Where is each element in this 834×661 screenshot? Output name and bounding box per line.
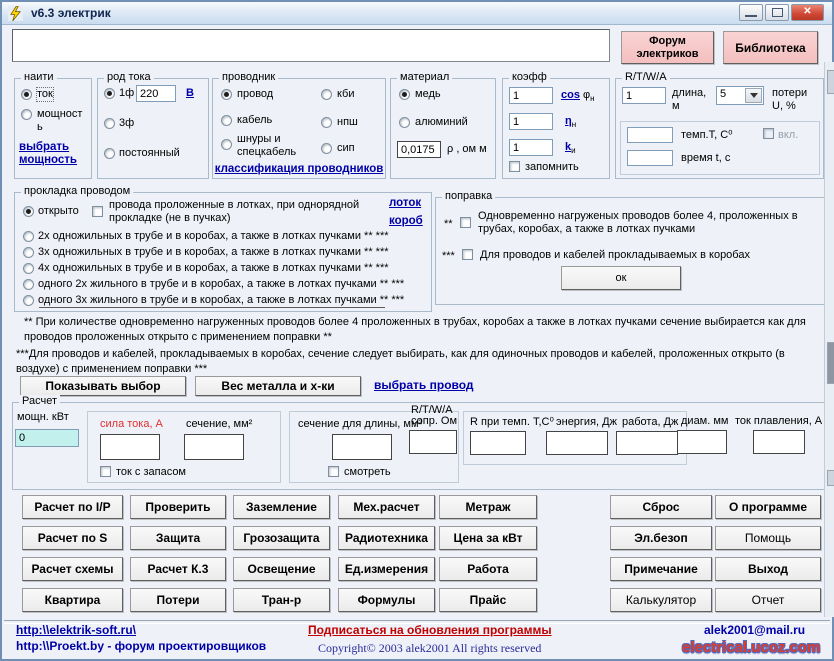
work-button[interactable]: Работа (439, 557, 537, 581)
work-label: работа, Дж (622, 416, 679, 428)
radio-cable-label[interactable]: кабель (237, 114, 273, 126)
work-input[interactable] (616, 431, 678, 455)
r-temp-label: R при темп. Т,С⁰ (470, 416, 554, 428)
exit-button[interactable]: Выход (715, 557, 821, 581)
close-button[interactable] (791, 4, 824, 21)
calc-ip-button[interactable]: Расчет по I/P (22, 495, 123, 519)
marker-3stars: *** (442, 250, 455, 262)
title-bar (2, 2, 832, 25)
show-choice-button[interactable]: Показывать выбор (20, 376, 186, 396)
reserve-checkbox[interactable] (100, 466, 111, 477)
melting-label: ток плавления, А (735, 415, 823, 427)
radio-laying-4[interactable] (23, 295, 34, 306)
coeff-group (502, 71, 610, 179)
losses-button[interactable]: Потери (130, 588, 226, 612)
grounding-button[interactable]: Заземление (233, 495, 330, 519)
calc-rtwa-box (463, 411, 687, 465)
radio-laying-4-label[interactable]: одного 3х жильного в трубе и в коробах, а также в лотках пучками ** *** (38, 294, 405, 306)
reserve-label[interactable]: ток с запасом (116, 466, 186, 478)
cos-phi-link[interactable]: cos (561, 89, 580, 101)
current-result-input[interactable] (100, 434, 160, 460)
price-list-button[interactable]: Прайс (439, 588, 537, 612)
maximize-icon (772, 8, 783, 17)
footnote-3stars: ***Для проводов и кабелей, прокладываемых в коробах, сечение следует выбирать, как для одиночных проводов и кабелей, проложенных открыто (в воздухе) с применением поправки *** (16, 348, 785, 375)
eta-sub: н (571, 120, 577, 129)
choose-power-link[interactable]: выбрать мощность (19, 141, 77, 166)
tray-checkbox-label[interactable]: провода проложенные в лотках, при однорядной прокладке (не в пучках) (109, 199, 360, 224)
find-group-title: наити (21, 71, 57, 83)
radio-cable[interactable] (221, 115, 232, 126)
electrical-safety-button[interactable]: Эл.безоп (610, 526, 712, 550)
radio-power-label[interactable]: мощность (37, 108, 83, 133)
power-label: мощн. кВт (17, 411, 69, 423)
check-button[interactable]: Проверить (130, 495, 226, 519)
watch-label[interactable]: смотреть (344, 466, 391, 478)
section-label: сечение, мм² (186, 418, 253, 430)
transformer-button[interactable]: Тран-р (233, 588, 330, 612)
apartment-button[interactable]: Квартира (22, 588, 123, 612)
correction-checkbox-2[interactable] (462, 249, 473, 260)
formulas-button[interactable]: Формулы (338, 588, 435, 612)
radio-sip-label[interactable]: сип (337, 142, 355, 154)
window-title: v6.3 электрик (31, 6, 111, 20)
current-result-label: сила тока, А (100, 418, 163, 430)
losses-select[interactable] (716, 86, 764, 105)
k-usage-input[interactable] (509, 139, 553, 156)
temperature-label: темп.Т, С⁰ (681, 129, 733, 141)
time-input[interactable] (627, 150, 673, 166)
radio-current-label[interactable]: ток (37, 88, 53, 100)
melting-input[interactable] (753, 430, 805, 454)
metering-button[interactable]: Метраж (439, 495, 537, 519)
eta-input[interactable] (509, 113, 553, 130)
lighting-button[interactable]: Освещение (233, 557, 330, 581)
site-link-2[interactable]: http:\\Proekt.by - форум проектировщиков (16, 639, 267, 653)
radio-current[interactable] (21, 89, 32, 100)
enable-label: вкл. (778, 129, 799, 141)
losses-select-value: 5 (720, 88, 727, 100)
calc-title: Расчет (19, 395, 60, 407)
voltage-unit-link[interactable]: В (186, 87, 194, 99)
time-label: время t, с (681, 152, 731, 164)
mech-calc-button[interactable]: Мех.расчет (338, 495, 435, 519)
scheme-calc-button[interactable]: Расчет схемы (22, 557, 123, 581)
radio-dc-label[interactable]: постоянный (119, 147, 180, 159)
eta-link[interactable]: η (565, 115, 572, 127)
radio-dc[interactable] (104, 148, 115, 159)
radio-npsh-label[interactable]: нпш (337, 116, 358, 128)
radio-3phase-label[interactable]: 3ф (119, 117, 135, 129)
close-icon: ✕ (803, 6, 812, 17)
temperature-input[interactable] (627, 127, 673, 143)
energy-input[interactable] (546, 431, 608, 455)
radio-1phase[interactable] (104, 88, 115, 99)
main-display-field[interactable] (12, 29, 610, 62)
kwh-price-button[interactable]: Цена за кВт (439, 526, 537, 550)
radio-open-laying[interactable] (23, 206, 34, 217)
short-circuit-button[interactable]: Расчет К.3 (130, 557, 226, 581)
cos-phi-sub: н (590, 94, 595, 103)
r-temp-input[interactable] (470, 431, 526, 455)
site-link-1[interactable]: http:\\elektrik-soft.ru\ (16, 623, 137, 637)
classification-link[interactable]: классификация проводников (214, 163, 384, 175)
diameter-label: диам. мм (681, 415, 729, 427)
cos-phi-mid: φ (579, 89, 591, 101)
radio-laying-1-label[interactable]: 3х одножильных в трубе и в коробах, а также в лотках пучками ** *** (38, 246, 389, 258)
choose-wire-link[interactable]: выбрать провод (374, 378, 474, 392)
conductor-title: проводник (219, 71, 278, 83)
length-input[interactable] (622, 87, 666, 104)
diameter-input[interactable] (677, 430, 727, 454)
correction-group (435, 190, 827, 305)
current-type-group (97, 71, 209, 179)
radio-laying-3-label[interactable]: одного 2х жильного в трубе и в коробах, а также в лотках пучками ** *** (38, 278, 405, 290)
radio-3phase[interactable] (104, 118, 115, 129)
calc-group (12, 395, 826, 490)
conductor-group (212, 71, 386, 179)
length-label: длина, м (672, 87, 707, 112)
forum-button[interactable]: Форум электриков (621, 31, 714, 64)
current-section-box (87, 411, 281, 483)
radio-copper-label[interactable]: медь (415, 88, 441, 100)
copyright-text: Copyright© 2003 alek2001 All rights reserved (318, 641, 542, 655)
section-length-input[interactable] (332, 434, 392, 460)
correction-checkbox-1[interactable] (460, 217, 471, 228)
radio-npsh[interactable] (321, 117, 332, 128)
clipped-right-content (824, 62, 834, 617)
units-button[interactable]: Ед.измерения (338, 557, 435, 581)
marker-2stars: ** (444, 218, 453, 230)
calculator-button[interactable]: Калькулятор (610, 588, 712, 612)
correction-title: поправка (442, 190, 495, 202)
radio-kbi[interactable] (321, 89, 332, 100)
watch-checkbox[interactable] (328, 466, 339, 477)
radio-laying-0[interactable] (23, 231, 34, 242)
radio-laying-1[interactable] (23, 247, 34, 258)
remember-label[interactable]: запомнить (525, 161, 579, 173)
radio-wire-label[interactable]: провод (237, 88, 274, 100)
voltage-input[interactable] (136, 85, 176, 102)
subscribe-link[interactable]: Подписаться на обновления программы (308, 623, 552, 637)
protection-button[interactable]: Защита (130, 526, 226, 550)
footnote-2stars: ** При количестве одновременно нагруженных проводов более 4 проложенных в трубах, коробах а также в лотках пучками сечение выбирается как для проводов проложенных открыто с применением поправки ** (24, 316, 806, 343)
section-input[interactable] (184, 434, 244, 460)
calc-rtwa-label: R/T/W/A (411, 404, 453, 416)
watermark-logo: electrical.ucoz.com (682, 639, 821, 656)
help-button[interactable]: Помощь (715, 526, 821, 550)
resistivity-label: ρ , ом м (447, 143, 487, 155)
reset-button[interactable]: Сброс (610, 495, 712, 519)
minimize-button[interactable] (739, 4, 763, 21)
rtwa-inner-box (620, 121, 820, 175)
resistance-input[interactable] (409, 430, 457, 454)
chevron-down-icon[interactable] (745, 88, 762, 103)
lightning-protection-button[interactable]: Грозозащита (233, 526, 330, 550)
remember-checkbox[interactable] (509, 161, 520, 172)
power-input[interactable] (15, 429, 79, 447)
rtwa-title: R/T/W/A (622, 71, 670, 83)
enable-checkbox[interactable] (763, 128, 774, 139)
tray-checkbox[interactable] (92, 206, 103, 217)
radio-kbi-label[interactable]: кби (337, 88, 355, 100)
divider (39, 307, 385, 308)
material-group (390, 71, 496, 179)
laying-group (14, 185, 432, 312)
tray-link[interactable]: лоток (389, 197, 422, 209)
cos-phi-input[interactable] (509, 87, 553, 104)
ok-button[interactable]: ок (561, 266, 681, 290)
radio-cords-label[interactable]: шнуры и спецкабель (237, 133, 297, 158)
radio-laying-2-label[interactable]: 4х одножильных в трубе и в коробах, а также в лотках пучками ** *** (38, 262, 389, 274)
find-group (14, 71, 92, 179)
metal-weight-button[interactable]: Вес металла и х-ки (195, 376, 361, 396)
radio-tech-button[interactable]: Радиотехника (338, 526, 435, 550)
correction-checkbox-1-label[interactable]: Одновременно нагруженых проводов более 4, проложенных в трубах, коробах, а также в лотках пучками (478, 210, 798, 235)
laying-title: прокладка проводом (21, 185, 133, 197)
current-type-title: род тока (104, 71, 154, 83)
section-length-label: сечение для длины, мм² (298, 418, 423, 430)
report-button[interactable]: Отчет (715, 588, 821, 612)
resistance-label: сопр. Ом (411, 415, 458, 427)
maximize-button[interactable] (765, 4, 789, 21)
lightning-icon (8, 6, 23, 21)
note-button[interactable]: Примечание (610, 557, 712, 581)
radio-1phase-label[interactable]: 1ф (119, 87, 135, 99)
duct-link[interactable]: короб (389, 215, 423, 227)
radio-copper[interactable] (399, 89, 410, 100)
radio-wire[interactable] (221, 89, 232, 100)
coeff-title: коэфф (509, 71, 550, 83)
energy-label: энергия, Дж (556, 416, 617, 428)
email-link[interactable]: alek2001@mail.ru (704, 623, 806, 637)
radio-power[interactable] (21, 109, 32, 120)
k-usage-link[interactable]: k (565, 141, 572, 153)
correction-checkbox-2-label[interactable]: Для проводов и кабелей прокладываемых в коробах (480, 249, 750, 261)
radio-laying-2[interactable] (23, 263, 34, 274)
radio-sip[interactable] (321, 143, 332, 154)
radio-laying-0-label[interactable]: 2х одножильных в трубе и в коробах, а также в лотках пучками ** *** (38, 230, 389, 242)
library-button[interactable]: Библиотека (723, 31, 818, 64)
calc-s-button[interactable]: Расчет по S (22, 526, 123, 550)
radio-laying-3[interactable] (23, 279, 34, 290)
k-usage-sub: и (571, 146, 576, 155)
material-title: материал (397, 71, 452, 83)
losses-label: потери U, % (772, 87, 808, 112)
resistivity-input[interactable] (397, 141, 441, 158)
about-button[interactable]: О программе (715, 495, 821, 519)
rtwa-group (615, 71, 824, 179)
minimize-icon (745, 15, 757, 17)
radio-cords[interactable] (221, 139, 232, 150)
radio-aluminum-label[interactable]: алюминий (415, 116, 468, 128)
radio-aluminum[interactable] (399, 117, 410, 128)
radio-open-label[interactable]: открыто (38, 205, 79, 217)
